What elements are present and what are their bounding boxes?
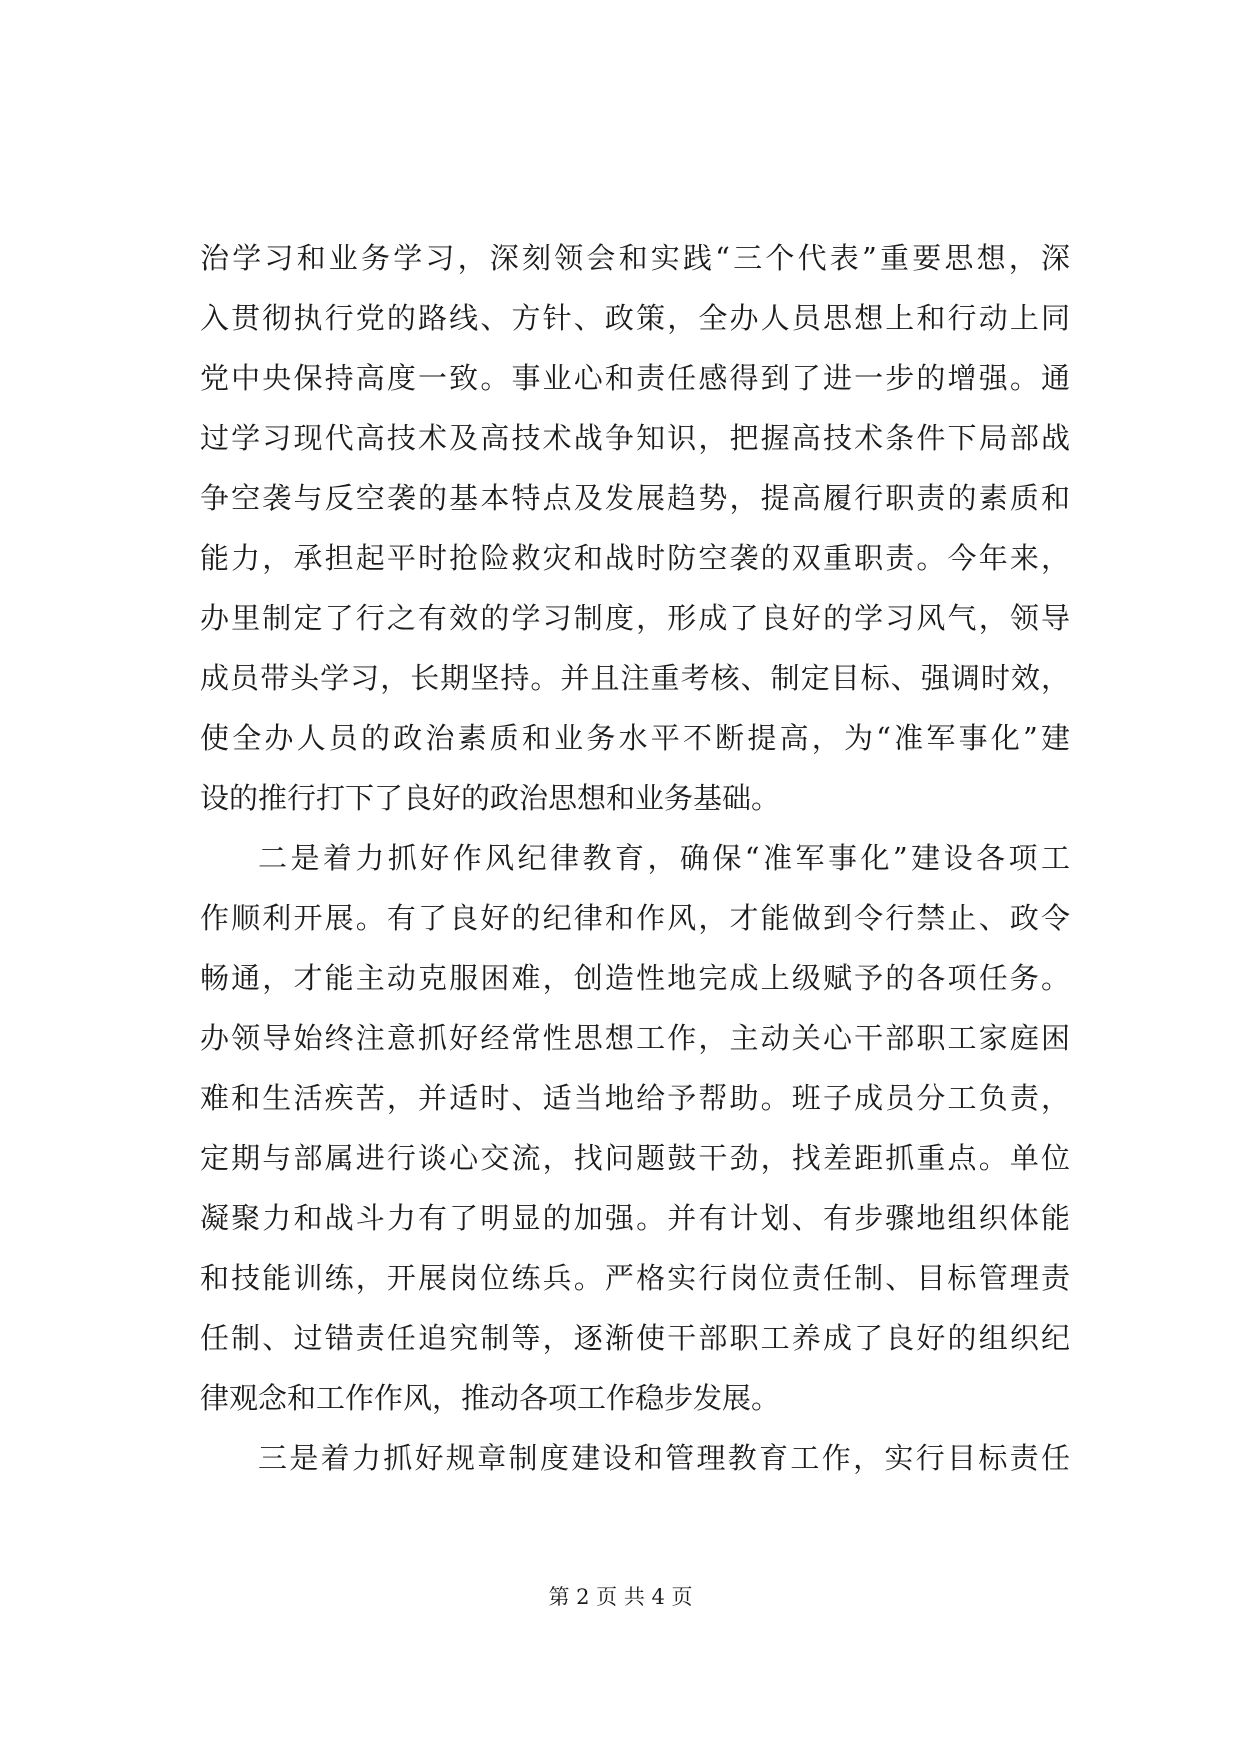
text-line: 入贯彻执行党的路线、方针、政策，全办人员思想上和行动上同 [200,301,1070,335]
text-line: 三是着力抓好规章制度建设和管理教育工作，实行目标责任 [258,1441,1070,1475]
text-line: 治学习和业务学习，深刻领会和实践“三个代表”重要思想，深 [200,241,1070,275]
text-line: 畅通，才能主动克服困难，创造性地完成上级赋予的各项任务。 [200,961,1070,995]
paragraph-1 [200,228,1070,828]
page-footer [0,1582,1241,1612]
text-line: 凝聚力和战斗力有了明显的加强。并有计划、有步骤地组织体能 [200,1201,1070,1235]
paragraph-2 [200,828,1070,1428]
text-line: 任制、过错责任追究制等，逐渐使干部职工养成了良好的组织纪 [200,1321,1070,1355]
text-line: 定期与部属进行谈心交流，找问题鼓干劲，找差距抓重点。单位 [200,1141,1070,1175]
text-line: 二是着力抓好作风纪律教育，确保“准军事化”建设各项工 [258,841,1070,875]
text-line: 设的推行打下了良好的政治思想和业务基础。 [200,781,781,815]
text-line: 律观念和工作作风，推动各项工作稳步发展。 [200,1381,781,1415]
text-line: 和技能训练，开展岗位练兵。严格实行岗位责任制、目标管理责 [200,1261,1070,1295]
text-line: 成员带头学习，长期坚持。并且注重考核、制定目标、强调时效， [200,661,1070,695]
text-line: 能力，承担起平时抢险救灾和战时防空袭的双重职责。今年来， [200,541,1070,575]
text-line: 使全办人员的政治素质和业务水平不断提高，为“准军事化”建 [200,721,1070,755]
document-body [200,228,1070,1488]
text-line: 办领导始终注意抓好经常性思想工作，主动关心干部职工家庭困 [200,1021,1070,1055]
text-line: 办里制定了行之有效的学习制度，形成了良好的学习风气，领导 [200,601,1070,635]
text-line: 党中央保持高度一致。事业心和责任感得到了进一步的增强。通 [200,361,1070,395]
text-line: 作顺利开展。有了良好的纪律和作风，才能做到令行禁止、政令 [200,901,1070,935]
text-line: 难和生活疾苦，并适时、适当地给予帮助。班子成员分工负责， [200,1081,1070,1115]
text-line: 过学习现代高技术及高技术战争知识，把握高技术条件下局部战 [200,421,1070,455]
page-number-label: 第 2 页 共 4 页 [548,1585,693,1609]
paragraph-3 [200,1428,1070,1488]
text-line: 争空袭与反空袭的基本特点及发展趋势，提高履行职责的素质和 [200,481,1070,515]
